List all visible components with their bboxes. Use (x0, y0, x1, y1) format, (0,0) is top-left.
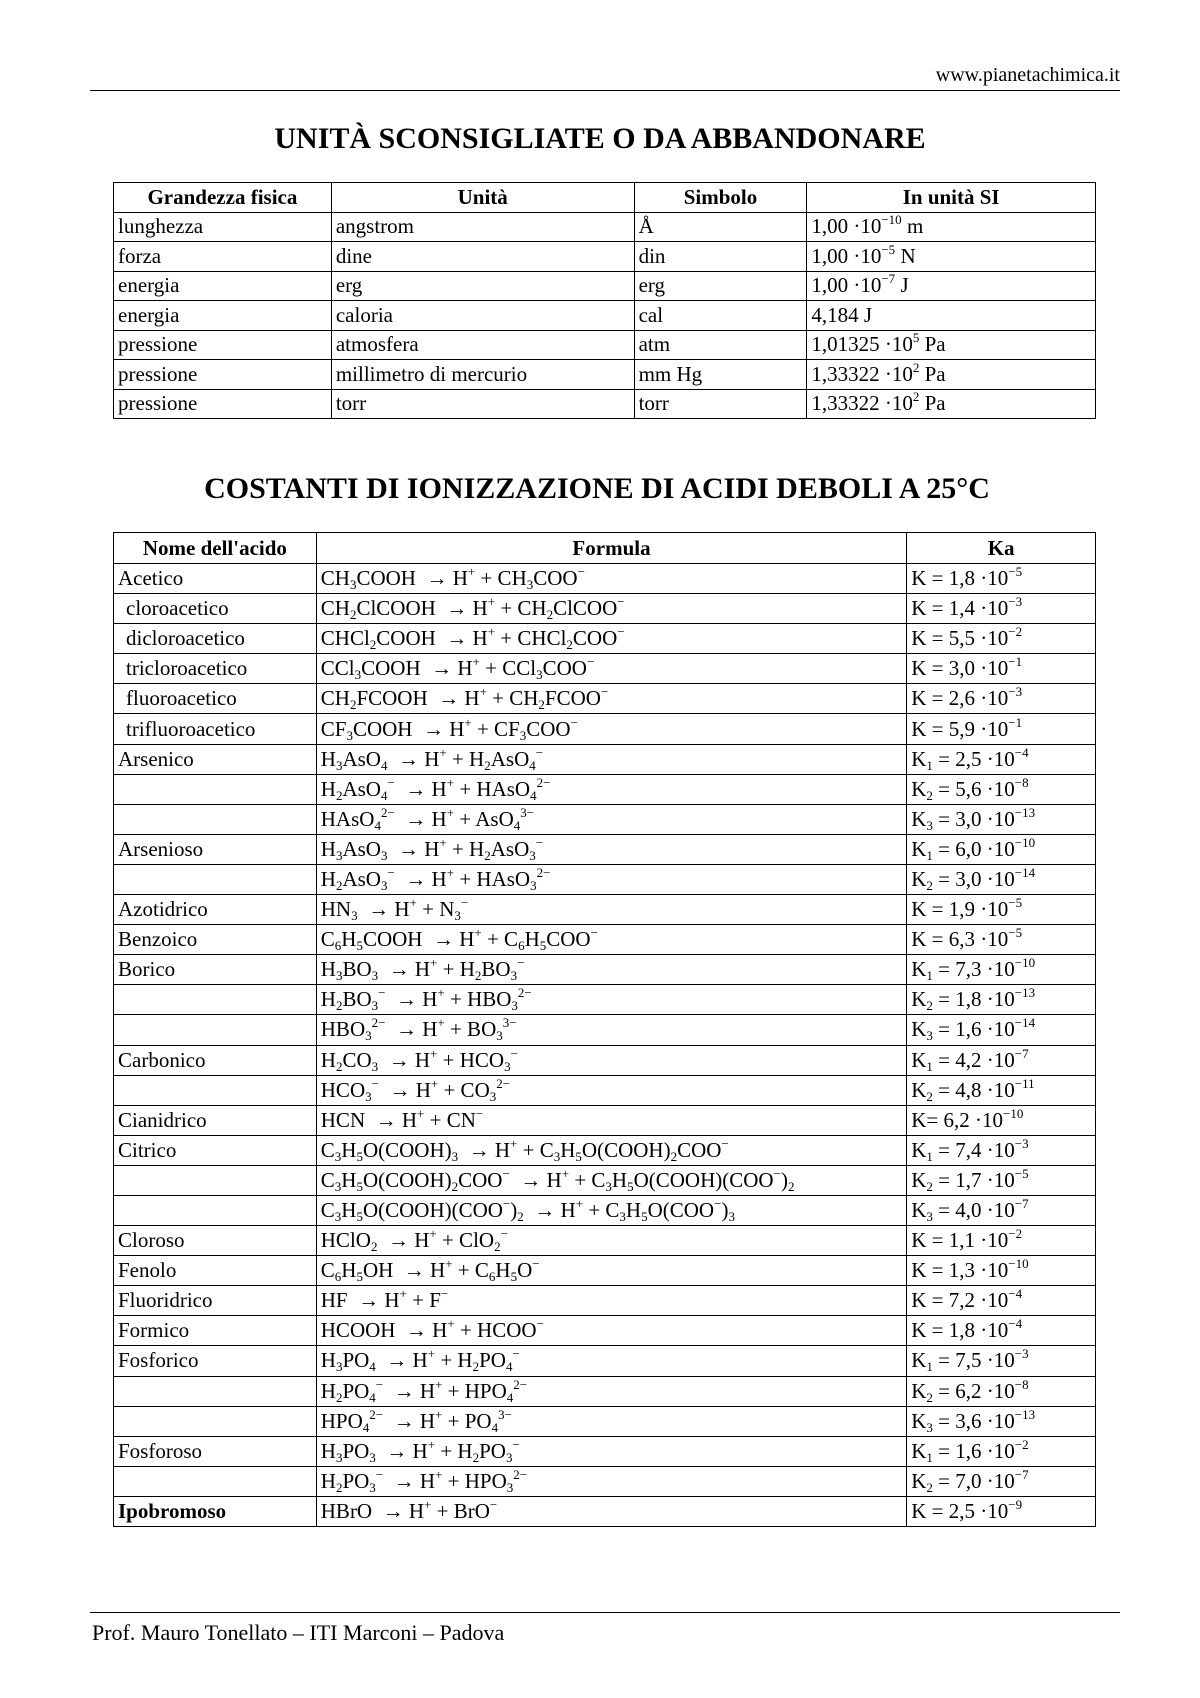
table-row (114, 564, 1096, 594)
column-header-si: In unità SI (807, 183, 1096, 213)
table-row (114, 744, 1096, 774)
cell-formula: CHCl$_2$COOH → H+ + CHCl$_2$COO− (316, 624, 906, 654)
cell-acid-name: Ipobromoso (114, 1496, 317, 1526)
column-header-quantity: Grandezza fisica (114, 183, 332, 213)
cell-acid-name: Fosforoso (114, 1436, 317, 1466)
cell-si-value: $1,00 \cdot 10^{-5}$ N (807, 242, 1096, 272)
cell-quantity: pressione (114, 360, 332, 390)
cell-acid-name: Fenolo (114, 1256, 317, 1286)
cell-acid-name (114, 1406, 317, 1436)
cell-ka: $K_1 = 1,6 \cdot 10^{-2}$ (907, 1436, 1096, 1466)
cell-formula: $H_3PO_3 \to H^+ + H_2PO_3^-$ (316, 1436, 906, 1466)
cell-unit: angstrom (331, 212, 634, 242)
cell-formula: $C_3H_5O(COOH)(COO^-)_2 \to H^+ + C_3H_5O(COO^-)_3$ (316, 1195, 906, 1225)
cell-acid-name: Cloroso (114, 1226, 317, 1256)
header-divider (90, 90, 1120, 91)
cell-ka: $K_2 = 1,8 \cdot 10^{-13}$ (907, 985, 1096, 1015)
cell-formula: $H_3AsO_4 \to H^+ + H_2AsO_4^-$ (316, 744, 906, 774)
cell-ka: $K = 1,1 \cdot 10^{-2}$ (907, 1226, 1096, 1256)
cell-unit: torr (331, 389, 634, 419)
table-row (114, 594, 1096, 624)
cell-ka: $K = 5,5 \cdot 10^{-2}$ (907, 624, 1096, 654)
table-row (114, 1105, 1096, 1135)
cell-formula: $H_2AsO_4^- \to H^+$ + HAsO$_4^{2-}$ (316, 774, 906, 804)
cell-formula: $HN_3 \to H^+ + N_3^-$ (316, 895, 906, 925)
cell-acid-name (114, 985, 317, 1015)
cell-formula: $H_2AsO_3^- \to H^+$ + HAsO$_3^{2-}$ (316, 864, 906, 894)
cell-acid-name: dicloroacetico (114, 624, 317, 654)
cell-ka: $K_1 = 7,4 \cdot 10^{-3}$ (907, 1135, 1096, 1165)
units-table-header-row (114, 183, 1096, 213)
cell-quantity: pressione (114, 389, 332, 419)
units-table-body (114, 212, 1096, 419)
cell-ka: $K_2 = 4,8 \cdot 10^{-11}$ (907, 1075, 1096, 1105)
table-row (114, 895, 1096, 925)
table-row (114, 1346, 1096, 1376)
table-row (114, 1436, 1096, 1466)
table-row (114, 1466, 1096, 1496)
cell-ka: $K = 7,2 \cdot 10^{-4}$ (907, 1286, 1096, 1316)
cell-quantity: energia (114, 271, 332, 301)
cell-formula: $H_3BO_3 \to H^+ + H_2BO_3^-$ (316, 955, 906, 985)
table-row (114, 774, 1096, 804)
column-header-ka: Ka (907, 533, 1096, 564)
cell-ka: $K_1 = 7,3 \cdot 10^{-10}$ (907, 955, 1096, 985)
cell-formula: HBrO → H+ + BrO− (316, 1496, 906, 1526)
cell-acid-name: Arsenico (114, 744, 317, 774)
cell-formula: $H_2PO_4^- \to H^+ + HPO_4^{2-}$ (316, 1376, 906, 1406)
table-row (114, 301, 1096, 331)
cell-formula: HCN → H+ + CN− (316, 1105, 906, 1135)
cell-acid-name: Borico (114, 955, 317, 985)
cell-formula: $CF_3COOH \to H^+ + CF_3COO^-$ (316, 714, 906, 744)
cell-ka: $K = 1,9 \cdot 10^{-5}$ (907, 895, 1096, 925)
cell-formula: HCOOH → H+ + HCOO− (316, 1316, 906, 1346)
table-row (114, 925, 1096, 955)
table-row (114, 212, 1096, 242)
cell-unit: millimetro di mercurio (331, 360, 634, 390)
cell-formula: $H_3PO_4 \to H^+ + H_2PO_4^-$ (316, 1346, 906, 1376)
cell-acid-name: Carbonico (114, 1045, 317, 1075)
acids-table (113, 532, 1096, 1527)
table-row (114, 242, 1096, 272)
cell-acid-name: Azotidrico (114, 895, 317, 925)
cell-acid-name: fluoroacetico (114, 684, 317, 714)
cell-quantity: energia (114, 301, 332, 331)
cell-formula: $C_6H_5OH \to H^+ + C_6H_5O^-$ (316, 1256, 906, 1286)
cell-acid-name (114, 1015, 317, 1045)
cell-formula: $CH_2FCOOH \to H^+$ + $CH_2FCOO^-$ (316, 684, 906, 714)
table-row (114, 624, 1096, 654)
cell-symbol: torr (634, 389, 807, 419)
cell-ka: $K_3 = 4,0 \cdot 10^{-7}$ (907, 1195, 1096, 1225)
cell-acid-name (114, 1195, 317, 1225)
cell-unit: dine (331, 242, 634, 272)
cell-formula: $C_3H_5O(COOH)_2COO^- \to H^+$ + $C_3H_5O(COOH)(COO^-)_2$ (316, 1165, 906, 1195)
cell-si-value: 4,184 J (807, 301, 1096, 331)
cell-acid-name: Benzoico (114, 925, 317, 955)
cell-unit: erg (331, 271, 634, 301)
cell-formula: $H_2PO_3^- \to H^+ + HPO_3^{2-}$ (316, 1466, 906, 1496)
cell-ka: $K = 2,6 \cdot 10^{-3}$ (907, 684, 1096, 714)
table-row (114, 389, 1096, 419)
acids-table-header-row (114, 533, 1096, 564)
table-row (114, 1256, 1096, 1286)
cell-acid-name: Fosforico (114, 1346, 317, 1376)
cell-formula: $CH_2ClCOOH \to H^+$ + $CH_2ClCOO^-$ (316, 594, 906, 624)
table-row (114, 985, 1096, 1015)
cell-ka: $K_3 = 3,0 \cdot 10^{-13}$ (907, 804, 1096, 834)
table-row (114, 684, 1096, 714)
cell-si-value: $1,33322 \cdot 10^2$ Pa (807, 389, 1096, 419)
cell-ka: $K = 1,8 \cdot 10^{-4}$ (907, 1316, 1096, 1346)
cell-ka: $K = 1,8 \cdot 10^{-5}$ (907, 564, 1096, 594)
cell-acid-name: trifluoroacetico (114, 714, 317, 744)
cell-formula: $C_3H_5O(COOH)_3 \to H^+$ + $C_3H_5O(COOH)_2COO^-$ (316, 1135, 906, 1165)
column-header-symbol: Simbolo (634, 183, 807, 213)
table-row (114, 1286, 1096, 1316)
cell-quantity: forza (114, 242, 332, 272)
cell-symbol: cal (634, 301, 807, 331)
table-row (114, 654, 1096, 684)
cell-ka: $K_2 = 7,0 \cdot 10^{-7}$ (907, 1466, 1096, 1496)
cell-si-value: $1,33322 \cdot 10^2$ Pa (807, 360, 1096, 390)
cell-formula: $C_6H_5COOH \to H^+ + C_6H_5COO^-$ (316, 925, 906, 955)
cell-quantity: lunghezza (114, 212, 332, 242)
cell-ka: $K = 3,0 \cdot 10^{-1}$ (907, 654, 1096, 684)
cell-acid-name (114, 774, 317, 804)
cell-formula: $H_3AsO_3 \to H^+ + H_2AsO_3^-$ (316, 834, 906, 864)
cell-formula: HF → H+ + F− (316, 1286, 906, 1316)
table-row (114, 1135, 1096, 1165)
header-url: www.pianetachimica.it (935, 64, 1120, 86)
cell-symbol: erg (634, 271, 807, 301)
cell-si-value: $1,01325 \cdot 10^5$ Pa (807, 330, 1096, 360)
cell-formula: $HBO_3^{2-} \to H^+ + BO_3^{3-}$ (316, 1015, 906, 1045)
cell-acid-name (114, 1376, 317, 1406)
cell-formula: $H_2BO_3^- \to H^+ + HBO_3^{2-}$ (316, 985, 906, 1015)
cell-formula: $HPO_4^{2-} \to H^+ + PO_4^{3-}$ (316, 1406, 906, 1436)
table-row (114, 1015, 1096, 1045)
table-row (114, 1496, 1096, 1526)
footer-divider (90, 1612, 1120, 1613)
table-row (114, 330, 1096, 360)
cell-ka: $K_1 = 4,2 \cdot 10^{-7}$ (907, 1045, 1096, 1075)
cell-unit: atmosfera (331, 330, 634, 360)
cell-acid-name: Acetico (114, 564, 317, 594)
cell-symbol: mm Hg (634, 360, 807, 390)
cell-quantity: pressione (114, 330, 332, 360)
cell-ka: $K = 1,3 \cdot 10^{-10}$ (907, 1256, 1096, 1286)
table-row (114, 1075, 1096, 1105)
table-row (114, 1406, 1096, 1436)
table-row (114, 1376, 1096, 1406)
cell-acid-name (114, 1466, 317, 1496)
footer-credit: Prof. Mauro Tonellato – ITI Marconi – Padova (92, 1620, 505, 1645)
cell-formula: $CH_3COOH \to H^+ + CH_3COO^-$ (316, 564, 906, 594)
table-row (114, 714, 1096, 744)
cell-acid-name (114, 1165, 317, 1195)
cell-ka: $K = 5,9 \cdot 10^{-1}$ (907, 714, 1096, 744)
cell-ka: $K= 6,2 \cdot 10^{-10}$ (907, 1105, 1096, 1135)
cell-symbol: Å (634, 212, 807, 242)
cell-formula: HClO$_2$ → H+ + ClO$_2$− (316, 1226, 906, 1256)
table-row (114, 271, 1096, 301)
acids-table-body (114, 564, 1096, 1527)
cell-formula: HAsO$_4^{2-}$ → H+ + AsO$_4^{3-}$ (316, 804, 906, 834)
table-row (114, 1195, 1096, 1225)
cell-ka: $K_2 = 3,0 \cdot 10^{-14}$ (907, 864, 1096, 894)
acids-section-title: COSTANTI DI IONIZZAZIONE DI ACIDI DEBOLI A 25°C (204, 472, 990, 505)
cell-symbol: atm (634, 330, 807, 360)
cell-acid-name: Arsenioso (114, 834, 317, 864)
cell-acid-name: Citrico (114, 1135, 317, 1165)
cell-acid-name (114, 1075, 317, 1105)
cell-acid-name (114, 864, 317, 894)
cell-si-value: $1,00 \cdot 10^{-7}$ J (807, 271, 1096, 301)
cell-acid-name: cloroacetico (114, 594, 317, 624)
cell-ka: $K_3 = 1,6 \cdot 10^{-14}$ (907, 1015, 1096, 1045)
column-header-acid-name: Nome dell'acido (114, 533, 317, 564)
cell-ka: $K_1 = 2,5 \cdot 10^{-4}$ (907, 744, 1096, 774)
table-row (114, 1226, 1096, 1256)
cell-ka: $K_1 = 6,0 \cdot 10^{-10}$ (907, 834, 1096, 864)
cell-ka: $K = 1,4 \cdot 10^{-3}$ (907, 594, 1096, 624)
column-header-formula: Formula (316, 533, 906, 564)
table-row (114, 360, 1096, 390)
cell-acid-name (114, 804, 317, 834)
cell-formula: $H_2CO_3 \to H^+ + HCO_3^-$ (316, 1045, 906, 1075)
cell-acid-name: Fluoridrico (114, 1286, 317, 1316)
cell-formula: $HCO_3^- \to H^+ + CO_3^{2-}$ (316, 1075, 906, 1105)
cell-symbol: din (634, 242, 807, 272)
cell-ka: $K = 6,3 \cdot 10^{-5}$ (907, 925, 1096, 955)
table-row (114, 1165, 1096, 1195)
table-row (114, 955, 1096, 985)
cell-acid-name: Cianidrico (114, 1105, 317, 1135)
cell-acid-name: Formico (114, 1316, 317, 1346)
units-table (113, 182, 1096, 419)
table-row (114, 864, 1096, 894)
table-row (114, 1045, 1096, 1075)
cell-ka: $K_2 = 5,6 \cdot 10^{-8}$ (907, 774, 1096, 804)
cell-ka: $K_3 = 3,6 \cdot 10^{-13}$ (907, 1406, 1096, 1436)
cell-ka: $K_1 = 7,5 \cdot 10^{-3}$ (907, 1346, 1096, 1376)
table-row (114, 834, 1096, 864)
table-row (114, 1316, 1096, 1346)
cell-si-value: $1,00 \cdot 10^{-10}$ m (807, 212, 1096, 242)
cell-unit: caloria (331, 301, 634, 331)
cell-formula: CCl$_3$COOH → H+ + CCl$_3$COO− (316, 654, 906, 684)
table-row (114, 804, 1096, 834)
cell-ka: $K = 2,5 \cdot 10^{-9}$ (907, 1496, 1096, 1526)
column-header-unit: Unità (331, 183, 634, 213)
cell-ka: $K_2 = 6,2 \cdot 10^{-8}$ (907, 1376, 1096, 1406)
cell-acid-name: tricloroacetico (114, 654, 317, 684)
cell-ka: $K_2 = 1,7 \cdot 10^{-5}$ (907, 1165, 1096, 1195)
units-section-title: UNITÀ SCONSIGLIATE O DA ABBANDONARE (274, 122, 926, 155)
